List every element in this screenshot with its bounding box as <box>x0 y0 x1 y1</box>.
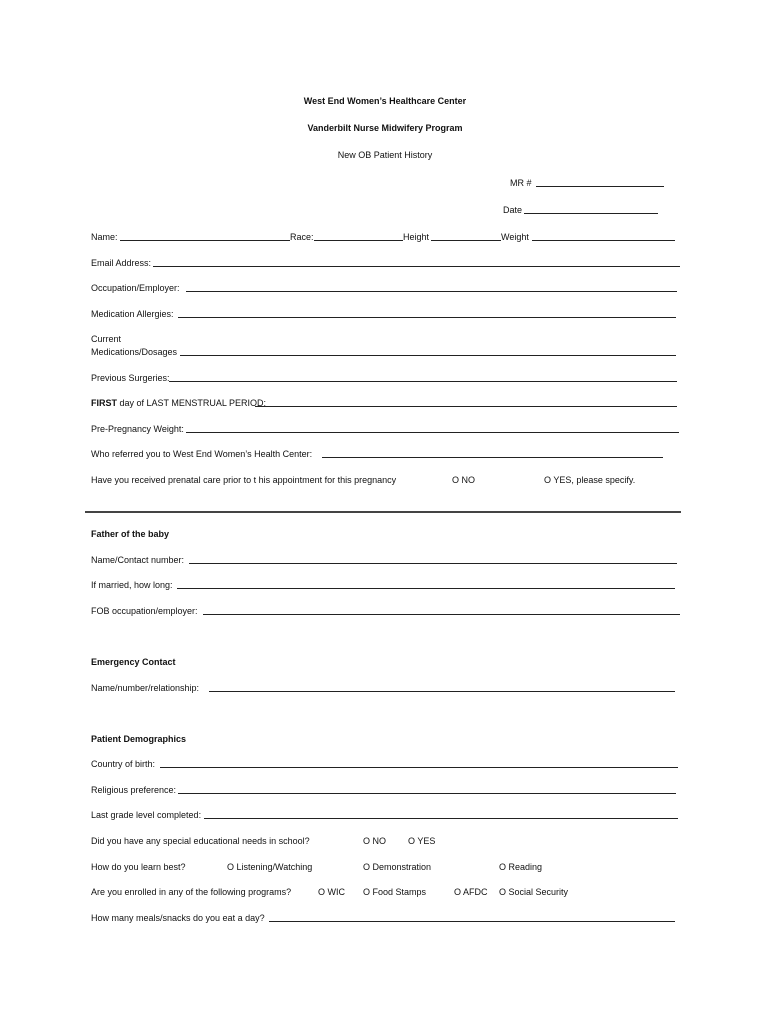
country-label: Country of birth: <box>91 759 156 769</box>
email-label: Email Address: <box>91 258 152 268</box>
meals-label: How many meals/snacks do you eat a day? <box>91 913 265 923</box>
race-field[interactable] <box>314 240 403 241</box>
special-ed-no-option[interactable]: O NO <box>363 836 387 846</box>
date-field[interactable] <box>524 213 658 214</box>
grade-field[interactable] <box>204 818 678 819</box>
weight-label: Weight <box>501 232 529 242</box>
org-title: West End Women’s Healthcare Center <box>303 96 467 106</box>
father-name-label: Name/Contact number: <box>91 555 185 565</box>
emergency-name-label: Name/number/relationship: <box>91 683 200 693</box>
name-label: Name: <box>91 232 118 242</box>
section-divider <box>85 511 681 513</box>
occupation-field[interactable] <box>186 291 677 292</box>
programs-question: Are you enrolled in any of the following programs? <box>91 887 292 897</box>
prog-ss-option[interactable]: O Social Security <box>499 887 569 897</box>
medications-field[interactable] <box>180 355 676 356</box>
meals-field[interactable] <box>269 921 675 922</box>
lmp-label <box>91 397 266 409</box>
father-heading: Father of the baby <box>91 529 170 539</box>
married-field[interactable] <box>177 588 675 589</box>
learn-question: How do you learn best? <box>91 862 186 872</box>
prog-food-option[interactable]: O Food Stamps <box>363 887 427 897</box>
lmp-rest: day of LAST MENSTRUAL PERIOD: <box>117 398 267 408</box>
grade-label: Last grade level completed: <box>91 810 202 820</box>
name-field[interactable] <box>120 240 290 241</box>
referred-field[interactable] <box>322 457 663 458</box>
learn-demo-option[interactable]: O Demonstration <box>363 862 432 872</box>
occupation-label: Occupation/Employer: <box>91 283 180 293</box>
religious-label: Religious preference: <box>91 785 177 795</box>
prog-wic-option[interactable]: O WIC <box>318 887 345 897</box>
med-allergies-field[interactable] <box>178 317 676 318</box>
prepregnancy-field[interactable] <box>186 432 679 433</box>
learn-listening-option[interactable]: O Listening/Watching <box>227 862 313 872</box>
height-label: Height <box>403 232 430 242</box>
height-field[interactable] <box>431 240 501 241</box>
prenatal-question: Have you received prenatal care prior to t his appointment for this pregnancy <box>91 475 397 485</box>
special-ed-yes-option[interactable]: O YES <box>408 836 436 846</box>
prev-surgeries-label: Previous Surgeries: <box>91 373 170 383</box>
lmp-first: FIRST <box>91 398 117 408</box>
fob-label: FOB occupation/employer: <box>91 606 198 616</box>
prenatal-no-option[interactable]: O NO <box>452 475 476 485</box>
date-label: Date <box>503 205 523 215</box>
program-title: Vanderbilt Nurse Midwifery Program <box>307 123 463 133</box>
lmp-field[interactable] <box>255 406 677 407</box>
emergency-heading: Emergency Contact <box>91 657 176 667</box>
current-label: Current <box>91 334 122 344</box>
email-field[interactable] <box>153 266 680 267</box>
religious-field[interactable] <box>178 793 676 794</box>
medications-label: Medications/Dosages <box>91 347 178 357</box>
referred-label: Who referred you to West End Women’s Health Center: <box>91 449 313 459</box>
med-allergies-label: Medication Allergies: <box>91 309 174 319</box>
fob-field[interactable] <box>203 614 680 615</box>
form-title: New OB Patient History <box>337 150 433 160</box>
married-label: If married, how long: <box>91 580 173 590</box>
prog-afdc-option[interactable]: O AFDC <box>454 887 488 897</box>
prepregnancy-label: Pre-Pregnancy Weight: <box>91 424 184 434</box>
mr-label: MR # <box>510 178 532 188</box>
emergency-name-field[interactable] <box>209 691 675 692</box>
father-name-field[interactable] <box>189 563 677 564</box>
prenatal-yes-option[interactable]: O YES, please specify. <box>544 475 636 485</box>
weight-field[interactable] <box>532 240 675 241</box>
mr-field[interactable] <box>536 186 664 187</box>
special-ed-question: Did you have any special educational needs in school? <box>91 836 310 846</box>
race-label: Race: <box>290 232 314 242</box>
demographics-heading: Patient Demographics <box>91 734 187 744</box>
prev-surgeries-field[interactable] <box>169 381 677 382</box>
country-field[interactable] <box>160 767 678 768</box>
learn-reading-option[interactable]: O Reading <box>499 862 543 872</box>
